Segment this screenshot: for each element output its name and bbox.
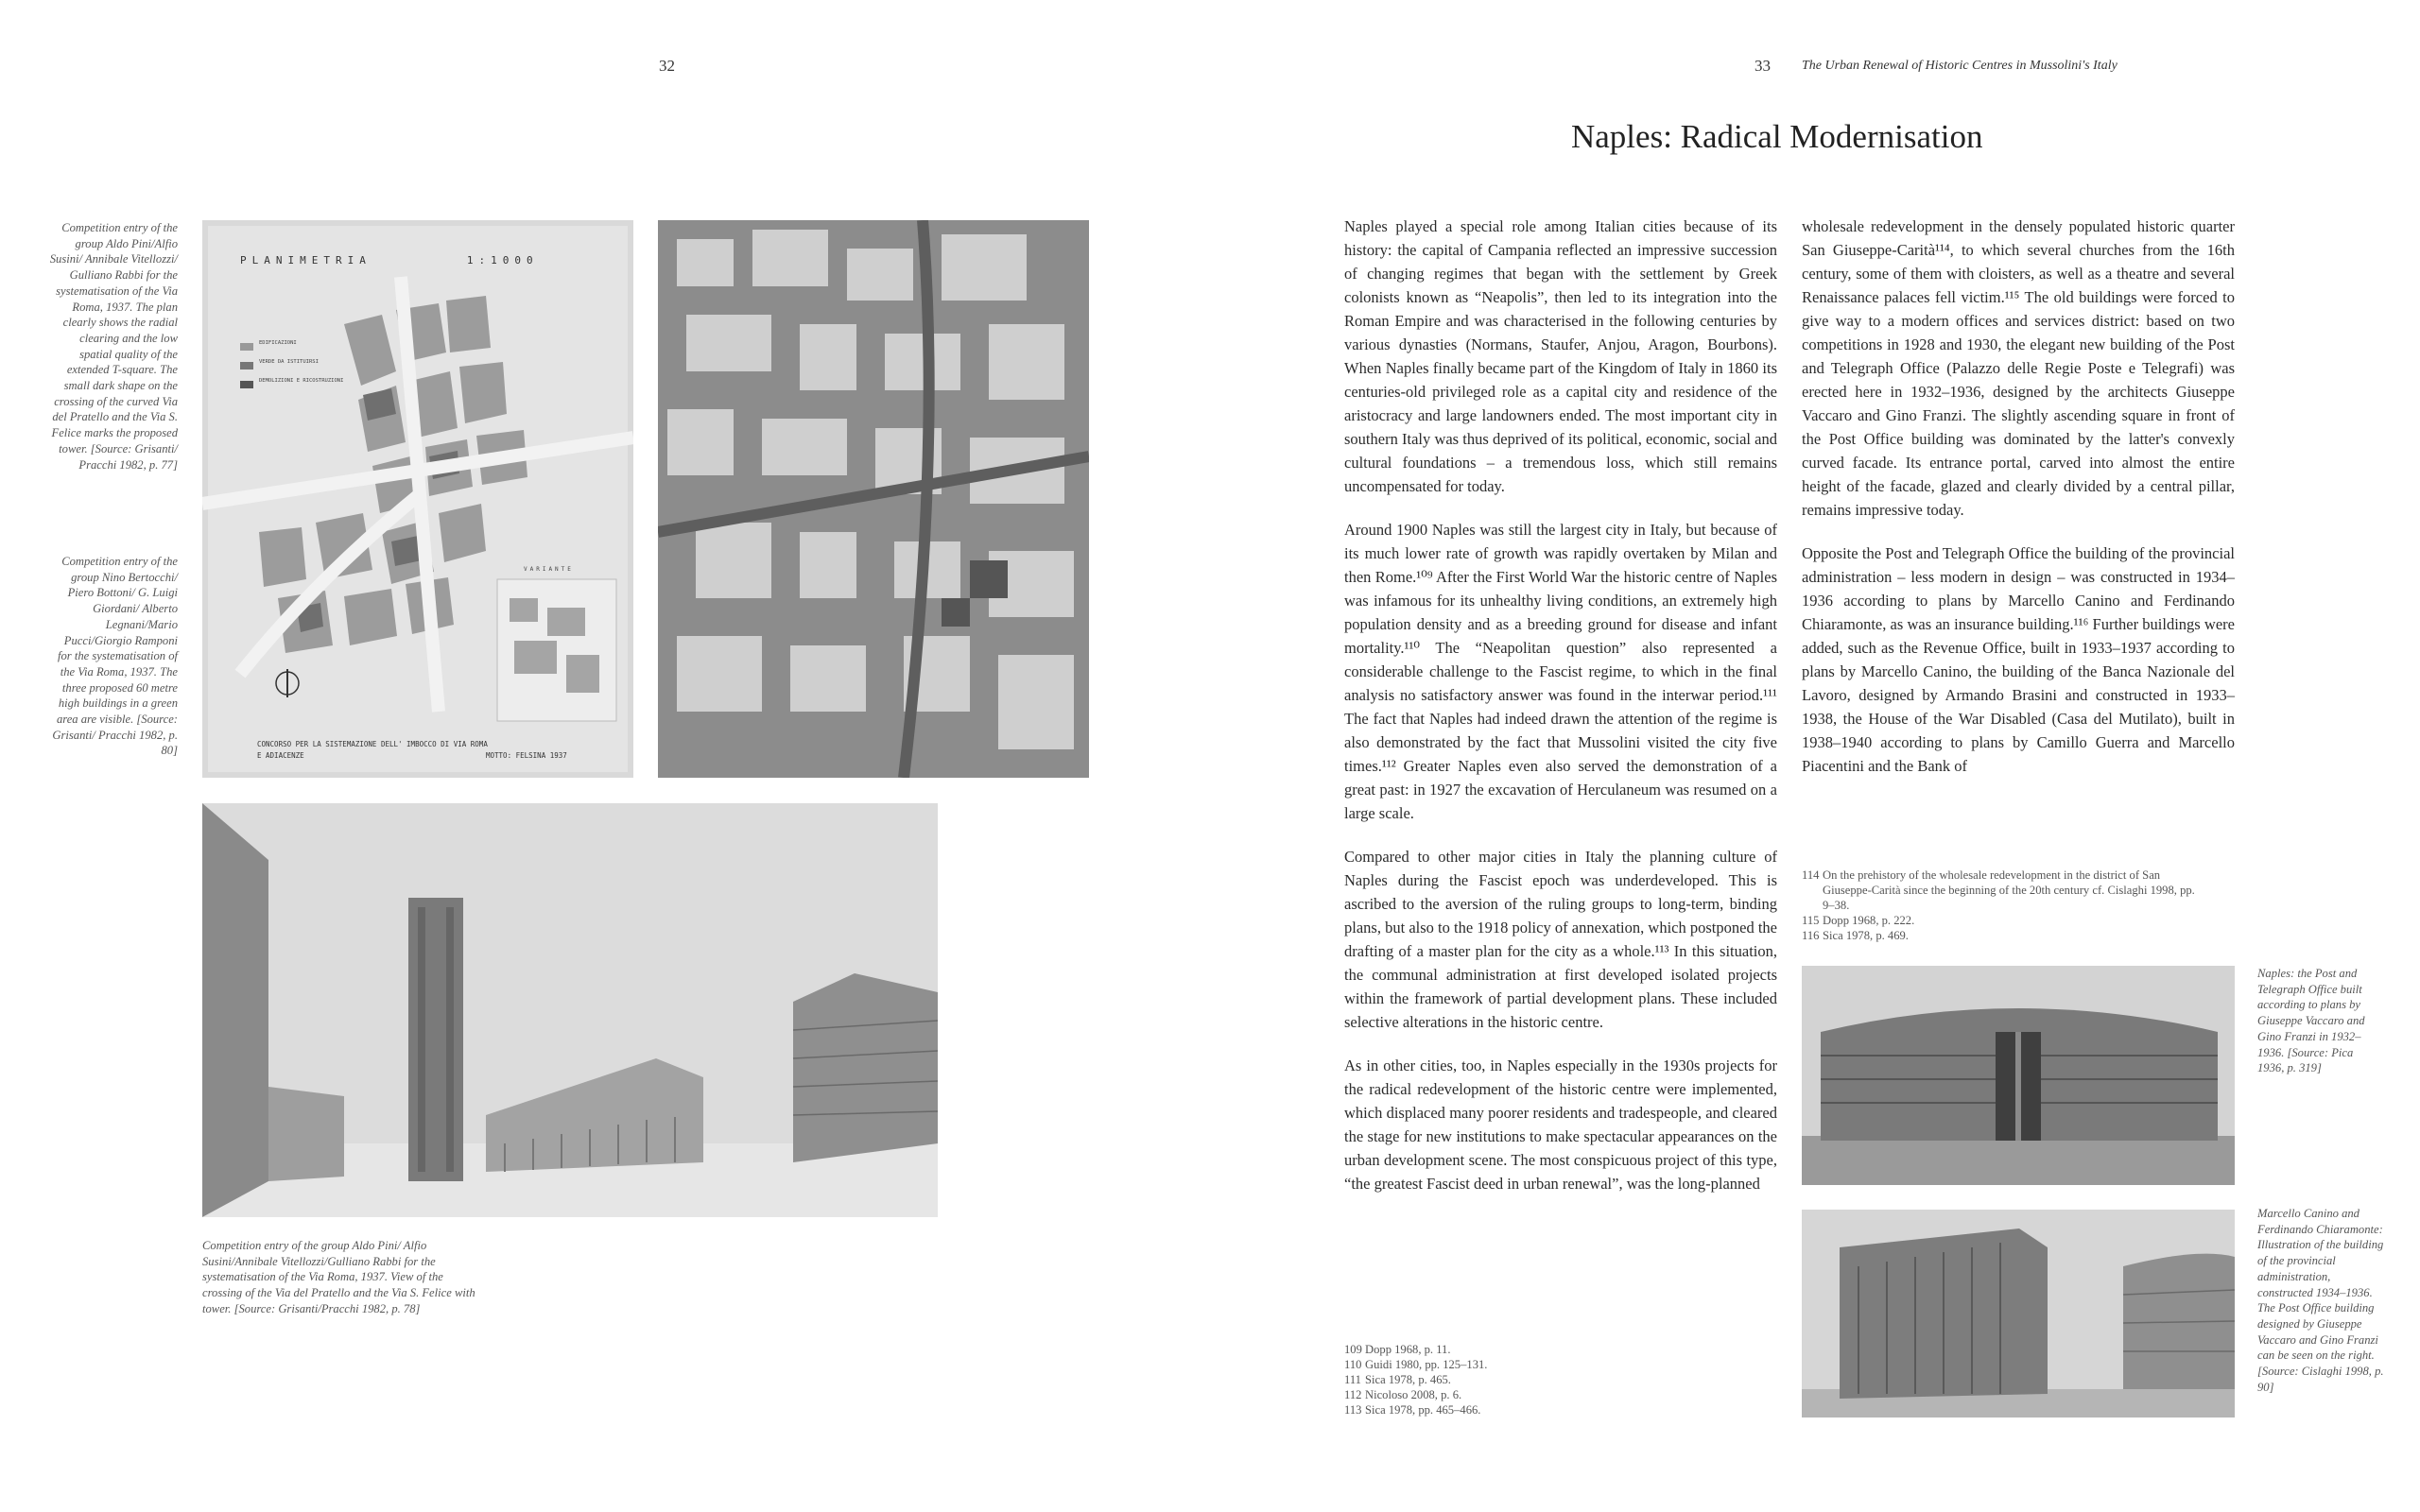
footnote — [1802, 913, 2208, 928]
paragraph: Opposite the Post and Telegraph Office the building of the provincial administration – less modern in design – was constructed in 1934–1936 according to plans by Marcello Canino and Ferdinando Chiaramonte, as was an insurance building.¹¹⁶ Further buildings were added, such as the Revenue Office, built in 1933–1937 according to plans by Marcello Canino, the building of the Banca Nazionale del Lavoro, designed by Armando Brasini and constructed in 1933–1938, the House of the War Disabled (Casa del Mutilato), built in 1938–1940 according to plans by Camillo Guerra and Marcello Piacentini and the Bank of — [1802, 544, 2235, 775]
footnote-number: 111 — [1344, 1373, 1361, 1386]
footnote — [1344, 1402, 1628, 1418]
footnote — [1344, 1342, 1628, 1357]
footnote — [1802, 928, 2208, 943]
footnote — [1802, 868, 2208, 913]
competition-plan-image — [202, 220, 633, 778]
plan-footer-2: E ADIACENZE — [257, 751, 304, 760]
footnote — [1344, 1357, 1628, 1372]
post-office-photo — [1802, 966, 2235, 1185]
footnote-number: 109 — [1344, 1343, 1362, 1356]
paragraph: wholesale redevelopment in the densely populated historic quarter San Giuseppe-Carità¹¹⁴, to which several churches from the 16th century, some of them with cloisters, as well as a theatre and several Renaissance palaces fell victim.¹¹⁵ The old buildings were forced to give way to a modern offices and services district: based on two competitions in 1928 and 1930, the elegant new building of the Post and Telegraph Office (Palazzo delle Regie Poste e Telegrafi) was erected here in 1932–1936, designed by the architects Giuseppe Vaccaro and Gino Franzi. The slightly ascending square in front of the Post Office building was dominated by the latter's convexly curved facade. Its entrance portal, carved into almost the entire height of the facade, glazed and clearly divided by a central pillar, remains impressive today. — [1802, 217, 2235, 519]
footnote-number: 116 — [1802, 929, 1820, 942]
chapter-title: Naples: Radical Modernisation — [1571, 118, 1983, 155]
footnote-text: Dopp 1968, p. 222. — [1823, 914, 1915, 927]
competition-model-photo — [658, 220, 1089, 778]
footnote-text: Nicoloso 2008, p. 6. — [1365, 1388, 1462, 1401]
footnote-text: Dopp 1968, p. 11. — [1365, 1343, 1451, 1356]
footnote-text: Sica 1978, p. 465. — [1365, 1373, 1451, 1386]
footnote — [1344, 1387, 1628, 1402]
footnote-number: 114 — [1802, 868, 1820, 882]
provincial-administration-drawing — [1802, 1210, 2235, 1418]
perspective-drawing-tower — [202, 803, 938, 1217]
page-number-left: 32 — [659, 57, 675, 75]
footnote-number: 110 — [1344, 1358, 1362, 1371]
page-number-right: 33 — [1754, 57, 1771, 75]
footnote — [1344, 1372, 1628, 1387]
paragraph: Around 1900 Naples was still the largest city in Italy, but because of its much lower rate of growth was rapidly overtaken by Milan and then Rome.¹⁰⁹ After the First World War the historic centre of Naples was infamous for its unhealthy living conditions, an extremely high population density and as a breeding ground for disease and infant mortality.¹¹⁰ The “Neapolitan question” also represented a considerable challenge to the Fascist regime, to which in the final analysis no satisfactory answer was found in the interwar period.¹¹¹ The fact that Naples had indeed drawn the attention of the regime is also demonstrated by the fact that Mussolini visited the city five times.¹¹² Greater Naples even also served the demonstration of a great past: in 1927 the excavation of Herculaneum was resumed on a large scale. — [1344, 521, 1777, 822]
footnote-number: 112 — [1344, 1388, 1362, 1401]
caption-provincial-administration: Marcello Canino and Ferdinando Chiaramonte: Illustration of the building of the provincial administration, constructed 1934–1936. The Post Office building designed by Giuseppe Vaccaro and Gino Franzi can be seen on the right. [Source: Cislaghi 1998, p. 90] — [2257, 1207, 2384, 1394]
footnote-text: On the prehistory of the wholesale redevelopment in the district of San Giuseppe-Carità since the beginning of the 20th century cf. Cislaghi 1998, pp. 9–38. — [1823, 868, 2195, 912]
caption-post-office: Naples: the Post and Telegraph Office built according to plans by Giuseppe Vaccaro and Gino Franzi in 1932–1936. [Source: Pica 1936, p. 319] — [2257, 967, 2365, 1075]
paragraph: As in other cities, too, in Naples especially in the 1930s projects for the radical redevelopment of the historic centre were implemented, which displaced many poorer residents and tradespeople, and cleared the stage for new institutions to make spectacular appearances on the urban development scene. The most conspicuous project of this type, “the greatest Fascist deed in urban renewal”, was the long-planned — [1344, 1057, 1777, 1193]
plan-legend-3: DEMOLIZIONI E RICOSTRUZIONI — [259, 378, 344, 384]
plan-legend-2: VERDE DA ISTITUIRSI — [259, 359, 319, 365]
plan-title: PLANIMETRIA 1:1000 — [240, 254, 539, 266]
footnote-number: 113 — [1344, 1403, 1362, 1417]
caption-model: Competition entry of the group Nino Bertocchi/ Piero Bottoni/ G. Luigi Giordani/ Alberto Legnani/Mario Pucci/Giorgio Ramponi for the systematisation of the Via Roma, 1937. The three proposed 60 metre high buildings in a green area are visible. [Source: Grisanti/ Pracchi 1982, p. 80] — [52, 555, 178, 758]
footnote-text: Sica 1978, p. 469. — [1823, 929, 1909, 942]
caption-perspective: Competition entry of the group Aldo Pini/ Alfio Susini/Annibale Vitellozzi/Gulliano Rabbi for the systematisation of the Via Roma, 1937. View of the crossing of the Via del Pratello and the Via S. Felice with tower. [Source: Grisanti/Pracchi 1982, p. 78] — [202, 1239, 475, 1315]
footnotes-column-1 — [1344, 1342, 1628, 1418]
plan-footer-motto: MOTTO: FELSINA 1937 — [486, 751, 567, 760]
running-head: The Urban Renewal of Historic Centres in Mussolini's Italy — [1802, 59, 2118, 73]
paragraph: Compared to other major cities in Italy the planning culture of Naples during the Fascist epoch was underdeveloped. This is ascribed to the aversion of the ruling groups to long-term, binding plans, but also to the 1918 policy of annexation, which postponed the drafting of a master plan for the city as a whole.¹¹³ In this situation, the communal administration at first developed isolated projects within the framework of partial development plans. These included selective alterations in the historic centre. — [1344, 848, 1777, 1031]
paragraph: Naples played a special role among Italian cities because of its history: the capital of Campania reflected an impressive succession of changing regimes that began with the settlement by Greek colonists known as “Neapolis”, then led to its integration into the Roman Empire and was characterised in the following centuries by various dynasties (Normans, Staufer, Anjou, Aragon, Bourbons). When Naples finally became part of the Kingdom of Italy in 1860 its centuries-old privileged role as a capital city and residence of the aristocracy and large landowners ended. The most important city in southern Italy was thus deprived of its political, economic, social and cultural foundations – a tremendous loss, which still remains uncompensated for today. — [1344, 217, 1777, 495]
plan-footer-1: CONCORSO PER LA SISTEMAZIONE DELL' IMBOCCO DI VIA ROMA — [257, 740, 488, 748]
body-column-1 — [1344, 215, 1777, 1215]
footnotes-column-2 — [1802, 868, 2208, 943]
plan-legend-1: EDIFICAZIONI — [259, 340, 297, 346]
caption-plan: Competition entry of the group Aldo Pini/Alfio Susini/ Annibale Vitellozzi/ Gulliano Rabbi for the systematisation of the Via Roma, 1937. The plan clearly shows the radial clearing and the low spatial quality of the extended T-square. The small dark shape on the crossing of the curved Via del Pratello and the Via S. Felice marks the proposed tower. [Source: Grisanti/ Pracchi 1982, p. 77] — [49, 221, 178, 472]
footnote-text: Guidi 1980, pp. 125–131. — [1365, 1358, 1488, 1371]
footnote-number: 115 — [1802, 914, 1820, 927]
plan-variant-label: VARIANTE — [524, 566, 574, 573]
body-column-2 — [1802, 215, 2235, 798]
footnote-text: Sica 1978, pp. 465–466. — [1365, 1403, 1481, 1417]
